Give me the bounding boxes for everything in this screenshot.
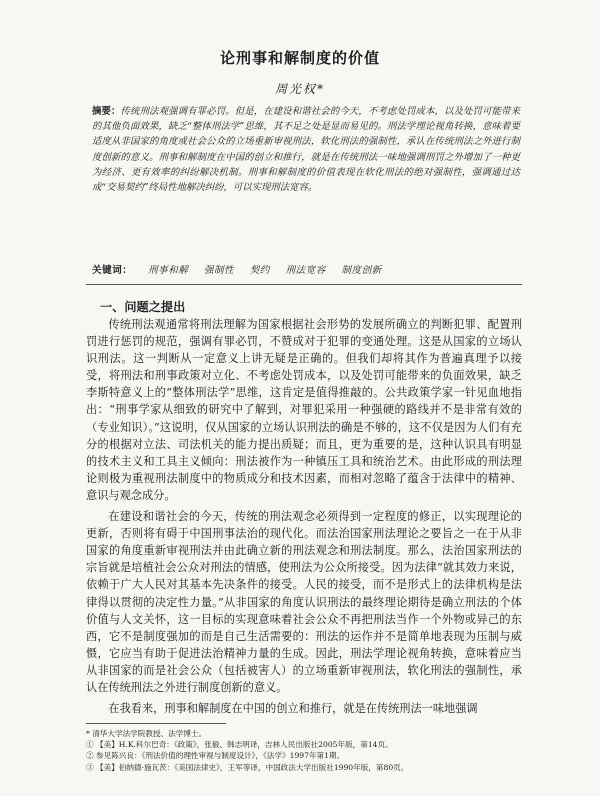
body-text: [86, 316, 522, 721]
paragraph: 在我看来，刑事和解制度在中国的创立和推行，就是在传统刑法一味地强调: [108, 702, 478, 716]
author-name: 周光权*: [274, 82, 325, 96]
paragraph: 传统刑法观通常将刑法理解为国家根据社会形势的发展所确立的判断犯罪、配置刑罚进行惩罚的规范，强调有罪必罚，不赞成对于犯罪的变通处理。这是从国家的立场认识刑法。这一判断从一定意义上讲无疑是正确的。但我们却将其作为普遍真理予以接受，将刑法和刑事政策对立化、不考虑处罚成本，以及处罚可能带来的负面效果，缺乏李斯特意义上的“整体刑法学”思维，这肯定是值得推敲的。公共政策学家一针见血地指出：“刑事学家从细致的研究中了解到，对罪犯采用一种强硬的路线并不是非常有效的（专业知识）。”这说明，仅从国家的立场认识刑法的确是不够的，这不仅是因为人们有充分的根据对立法、司法机关的能力提出质疑；而且，更为重要的是，这种认识具有明显的技术主义和工具主义倾向：刑法被作为一种镇压工具和统治艺术。由此形成的刑法理论则极为重视刑法制度中的物质成分和技术因素，而相对忽略了蕴含于法律中的精神、意识与观念成分。: [86, 318, 522, 502]
section-heading: 一、问题之提出: [100, 300, 186, 314]
keyword: 刑法宽容: [285, 265, 326, 276]
footnote: ① 【美】H.K.科尔巴奇：《政策》，张毅、韩志明译，吉林人民出版社2005年版，第14页。: [86, 740, 393, 750]
footnotes: [86, 728, 522, 773]
footnote: ② 参见陈兴良：《刑法价值的理性审视与制度设计》，《法学》1997年第1期。: [86, 751, 345, 761]
abstract: [92, 104, 520, 195]
paragraph: 在建设和谐社会的今天，传统的刑法观念必须得到一定程度的修正，以实现理论的更新，否则将有碍于中国刑事法治的现代化。而法治国家刑法理论之要旨之一在于从非国家的角度重新审视刑法并由此确立新的刑法观念和刑法制度。那么，法治国家刑法的宗旨就是培植社会公众对刑法的情感，使刑法为公众所接受。因为法律“就其效力来说，依赖于广大人民对其基本先决条件的接受。人民的接受，而不是形式上的法律机构是法律得以贯彻的决定性力量。”从非国家的角度认识刑法的最终理论期待是确立刑法的个体价值与人文关怀，这一目标的实现意味着社会公众不再把刑法当作一个外物或异己的东西，它不是制度强加的而是自己生活需要的：刑法的运作并不是简单地表现为压制与威慑，它应当有助于促进法治精神力量的生成。因此，刑法学理论视角转换，意味着应当从非国家的而是社会公众（包括被害人）的立场重新审视刑法，软化刑法的强制性，承认在传统刑法之外进行制度创新的意义。: [86, 510, 522, 694]
keyword: 契约: [249, 265, 270, 276]
footnote: ③ 【美】伯纳德·施瓦茨：《美国法律史》，王军等译，中国政法大学出版社1990年版，第80页。: [86, 762, 409, 772]
keyword: 刑事和解: [147, 265, 189, 276]
footnote-divider: [86, 723, 226, 724]
keywords: [92, 262, 520, 276]
keyword: 强制性: [203, 265, 235, 276]
divider: [86, 284, 522, 285]
abstract-text: 传统刑法观强调有罪必罚。但是，在建设和谐社会的今天，不考虑处罚成本，以及处罚可能带来的其他负面效果，缺乏“整体刑法学”思维，其不足之处是显而易见的。刑法学理论视角转换，意味着要适度从非国家的角度或社会公众的立场重新审视刑法，软化刑法的强制性，承认在传统刑法之外进行制度创新的意义。刑事和解制度在中国的创立和推行，就是在传统刑法一味地强调刑罚之外增加了一种更为经济、更有效率的纠纷解决机制。刑事和解制度的价值表现在软化刑法的绝对强制性，强调通过达成“交易契约”终局性地解决纠纷，可以实现刑法宽容。: [92, 106, 520, 194]
abstract-label: 摘要：: [92, 106, 121, 117]
keyword: 制度创新: [341, 265, 382, 276]
paper-title: 论刑事和解制度的价值: [219, 49, 380, 67]
keywords-label: 关键词：: [92, 265, 133, 276]
footnote: * 清华大学法学院教授、法学博士。: [86, 729, 207, 738]
